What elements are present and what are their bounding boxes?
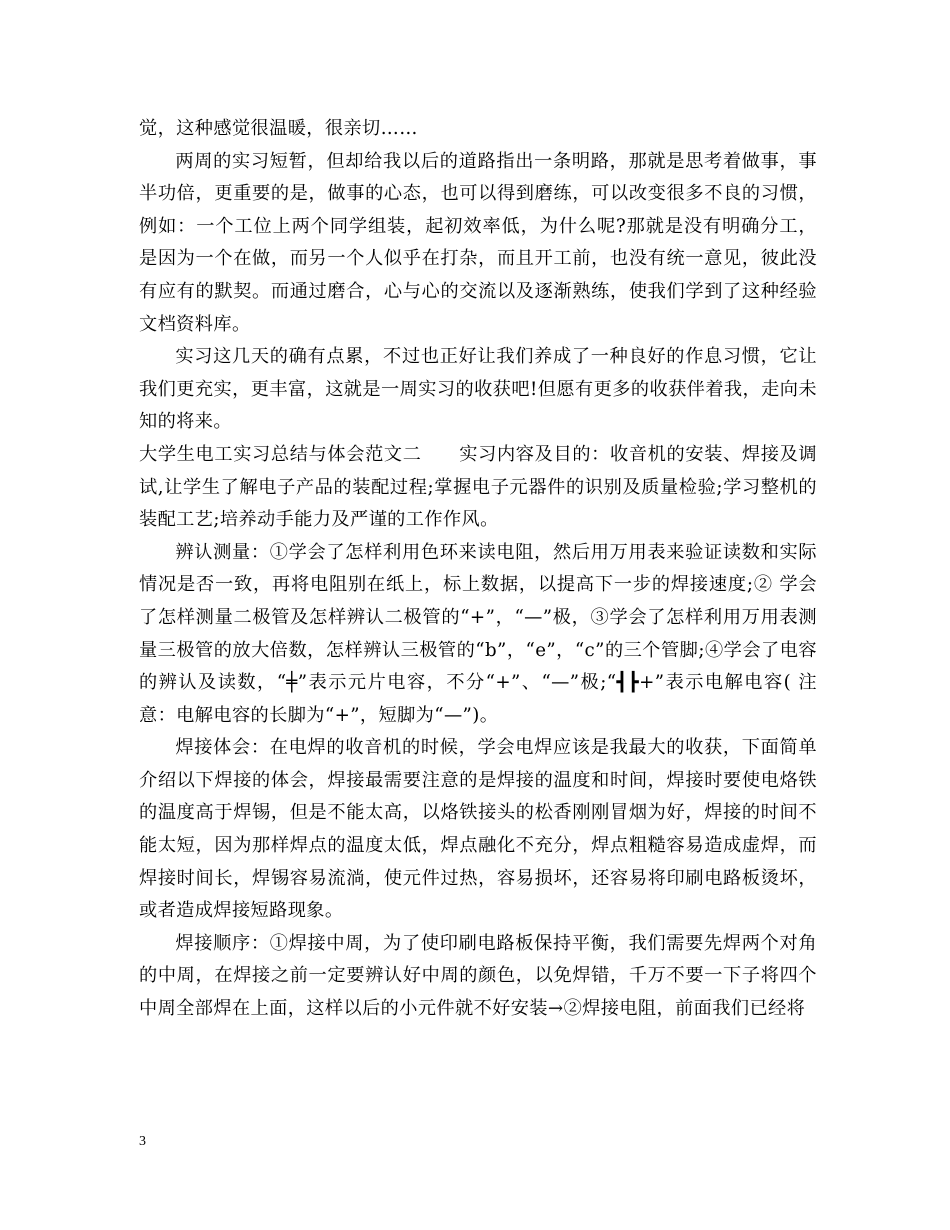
paragraph-1: 觉，这种感觉很温暖，很亲切…… — [139, 118, 418, 139]
paragraph-2: 两周的实习短暂，但却给我以后的道路指出一条明路，那就是思考着做事，事半功倍，更重要的是，做事的心态，也可以得到磨练，可以改变很多不良的习惯，例如：一个工位上两个同学组装，起初效率低，为什么呢?那就是没有明确分工，是因为一个在做，而另一个人似乎在打杂，而且开工前，也没有统一意见，彼此没有应有的默契。而通过磨合，心与心的交流以及逐渐熟练，使我们学到了这种经验文档资料库。 — [139, 150, 817, 335]
paragraph-4-section-heading: 大学生电工实习总结与体会范文二 实习内容及目的：收音机的安装、焊接及调试,让学生了解电子产品的装配过程;掌握电子元器件的识别及质量检验;学习整机的装配工艺;培养动手能力及严谨的工作作风。 — [139, 443, 817, 531]
paragraph-6: 焊接体会：在电焊的收音机的时候，学会电焊应该是我最大的收获，下面简单介绍以下焊接的体会，焊接最需要注意的是焊接的温度和时间，焊接时要使电烙铁的温度高于焊锡，但是不能太高，以烙铁接头的松香刚刚冒烟为好，焊接的时间不能太短，因为那样焊点的温度太低，焊点融化不充分，焊点粗糙容易造成虚焊，而焊接时间长，焊锡容易流淌，使元件过热，容易损坏，还容易将印刷电路板烫坏，或者造成焊接短路现象。 — [139, 737, 817, 922]
page-number: 3 — [139, 1134, 146, 1149]
paragraph-7: 焊接顺序：①焊接中周，为了使印刷电路板保持平衡，我们需要先焊两个对角的中周，在焊接之前一定要辨认好中周的颜色，以免焊错，千万不要一下子将四个中周全部焊在上面，这样以后的小元件就不好安装→②焊接电阻，前面我们已经将 — [139, 932, 817, 1020]
document-body — [139, 113, 817, 1026]
paragraph-5: 辨认测量：①学会了怎样利用色环来读电阻，然后用万用表来验证读数和实际情况是否一致，再将电阻别在纸上，标上数据，以提高下一步的焊接速度;② 学会了怎样测量二极管及怎样辨认二极管的“+”，“—”极，③学会了怎样利用万用表测量三极管的放大倍数，怎样辨认三极管的“b”，“e”，“c”的三个管脚;④学会了电容的辨认及读数，“╪”表示元片电容，不分“+”、“—”极;“┫┣+”表示电解电容( 注意：电解电容的长脚为“+”，短脚为“—”)。 — [139, 541, 817, 726]
paragraph-3: 实习这几天的确有点累，不过也正好让我们养成了一种良好的作息习惯，它让我们更充实，更丰富，这就是一周实习的收获吧!但愿有更多的收获伴着我，走向未知的将来。 — [139, 346, 817, 433]
